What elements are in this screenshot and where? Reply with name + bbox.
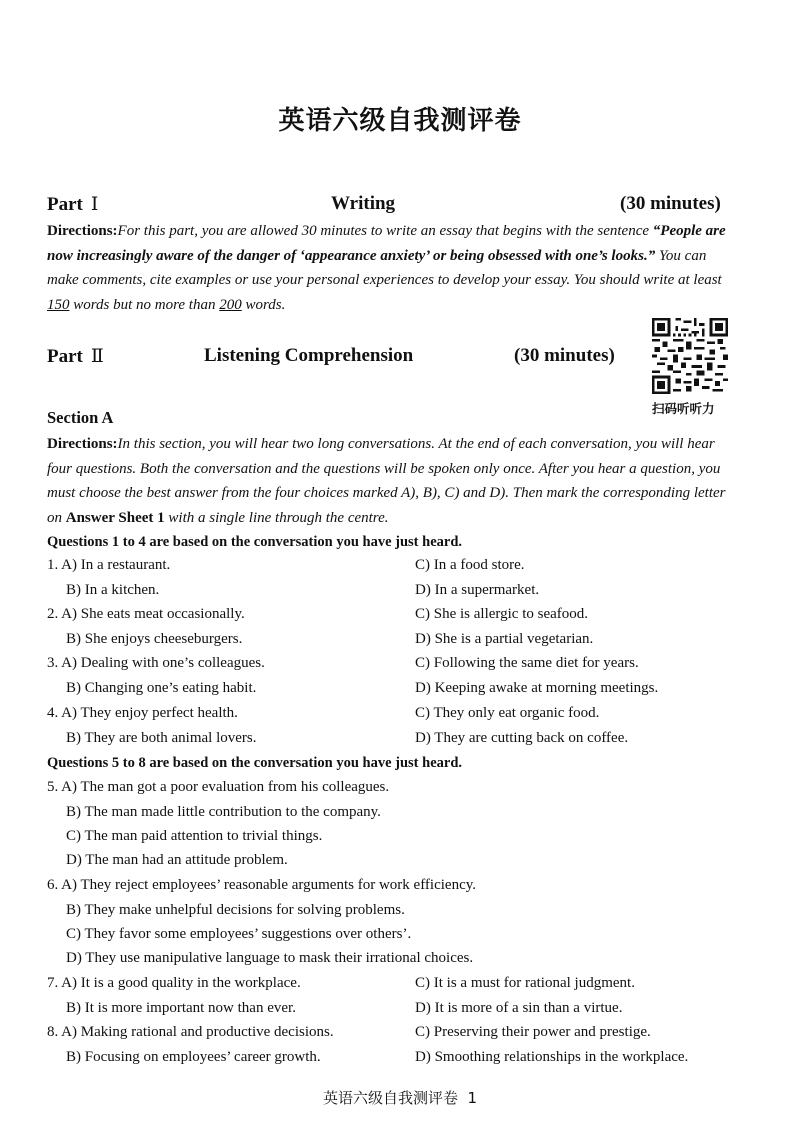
q4-option-c: C) They only eat organic food. xyxy=(415,705,600,721)
section-a-directions xyxy=(47,432,741,530)
part1-dir-label: Directions: xyxy=(47,223,118,239)
q7-option-d: D) It is more of a sin than a virtue. xyxy=(415,1000,623,1016)
part1-dir-a: For this part, you are allowed 30 minutes to write an essay that begins with the sentence xyxy=(117,223,650,239)
q8-option-b: B) Focusing on employees’ career growth. xyxy=(66,1049,321,1065)
q2-option-a: 2. A) She eats meat occasionally. xyxy=(47,606,245,622)
q4-option-d: D) They are cutting back on coffee. xyxy=(415,730,629,746)
q1-option-c: C) In a food store. xyxy=(415,557,525,573)
q6-option-c: C) They favor some employees’ suggestions over others’. xyxy=(66,926,412,942)
section-a-dir-label: Directions: xyxy=(47,436,118,452)
q6-option-d: D) They use manipulative language to mask their irrational choices. xyxy=(66,950,474,966)
group1-header: Questions 1 to 4 are based on the conversation you have just heard. xyxy=(47,534,463,550)
q7-option-a: 7. A) It is a good quality in the workplace. xyxy=(47,975,301,991)
part1-title: Writing xyxy=(331,193,396,214)
q1-option-b: B) In a kitchen. xyxy=(66,582,160,598)
q5-option-d: D) The man had an attitude problem. xyxy=(66,852,288,868)
part1-dir-d: words but no more than xyxy=(73,296,216,313)
part2-title: Listening Comprehension xyxy=(204,345,414,366)
footer-title: 英语六级自我测评卷 xyxy=(322,1089,458,1107)
part1-max-words: 200 xyxy=(219,296,242,313)
qr-caption: 扫码听听力 xyxy=(652,401,715,416)
q2-option-d: D) She is a partial vegetarian. xyxy=(415,631,594,647)
part2-label: Part xyxy=(47,346,83,367)
answer-sheet-label: Answer Sheet 1 xyxy=(65,509,165,526)
part1-roman: Ⅰ xyxy=(90,194,99,215)
q5-option-b: B) The man made little contribution to the company. xyxy=(66,804,381,820)
q6-option-a: 6. A) They reject employees’ reasonable arguments for work efficiency. xyxy=(47,877,477,893)
part1-label: Part xyxy=(47,194,83,215)
section-a-dir-b: with a single line through the centre. xyxy=(168,509,389,526)
group2-header: Questions 5 to 8 are based on the conversation you have just heard. xyxy=(47,755,463,771)
section-a-dir-a: In this section, you will hear two long conversations. At the end of each conversation, you will hear four questions. Both the conversation and the questions will be spoken only once. After you hear a question, you must choose the best answer from the four choices marked A), B), C) and D). Then mark the corresponding letter on xyxy=(47,436,726,526)
q6-option-b: B) They make unhelpful decisions for solving problems. xyxy=(66,902,405,918)
q3-option-a: 3. A) Dealing with one’s colleagues. xyxy=(47,655,265,671)
part1-min-words: 150 xyxy=(47,296,70,313)
q8-option-a: 8. A) Making rational and productive decisions. xyxy=(47,1024,334,1040)
q3-option-d: D) Keeping awake at morning meetings. xyxy=(415,680,659,696)
section-a-heading: Section A xyxy=(47,408,114,427)
qr-code-icon xyxy=(652,318,728,394)
part2-heading xyxy=(47,345,104,368)
q2-option-c: C) She is allergic to seafood. xyxy=(415,606,589,622)
q7-option-c: C) It is a must for rational judgment. xyxy=(415,975,635,991)
q1-option-d: D) In a supermarket. xyxy=(415,582,540,598)
q1-option-a: 1. A) In a restaurant. xyxy=(47,557,171,573)
q4-option-a: 4. A) They enjoy perfect health. xyxy=(47,705,238,721)
page-title: 英语六级自我测评卷 xyxy=(278,106,522,136)
q7-option-b: B) It is more important now than ever. xyxy=(66,1000,296,1016)
q2-option-b: B) She enjoys cheeseburgers. xyxy=(66,631,243,647)
part1-time: (30 minutes) xyxy=(620,193,721,214)
part1-directions xyxy=(47,219,741,317)
part2-roman: Ⅱ xyxy=(90,346,104,367)
part1-heading xyxy=(47,193,98,216)
q5-option-a: 5. A) The man got a poor evaluation from his colleagues. xyxy=(47,779,390,795)
page-footer xyxy=(0,1087,800,1108)
part1-dir-b: “People are now increasingly aware of the danger of ‘appearance anxiety’ or being obsessed with one’s looks.” xyxy=(47,223,726,264)
part1-dir-e: words. xyxy=(245,296,286,313)
page-number: 1 xyxy=(467,1089,478,1107)
q3-option-b: B) Changing one’s eating habit. xyxy=(66,680,257,696)
q3-option-c: C) Following the same diet for years. xyxy=(415,655,639,671)
q5-option-c: C) The man paid attention to trivial things. xyxy=(66,828,323,844)
q8-option-d: D) Smoothing relationships in the workplace. xyxy=(415,1049,689,1065)
part1-dir-c: You can make comments, cite examples or use your personal experiences to develop your essay. You should write at least xyxy=(47,247,722,288)
q4-option-b: B) They are both animal lovers. xyxy=(66,730,257,746)
part2-time: (30 minutes) xyxy=(514,345,615,366)
q8-option-c: C) Preserving their power and prestige. xyxy=(415,1024,651,1040)
